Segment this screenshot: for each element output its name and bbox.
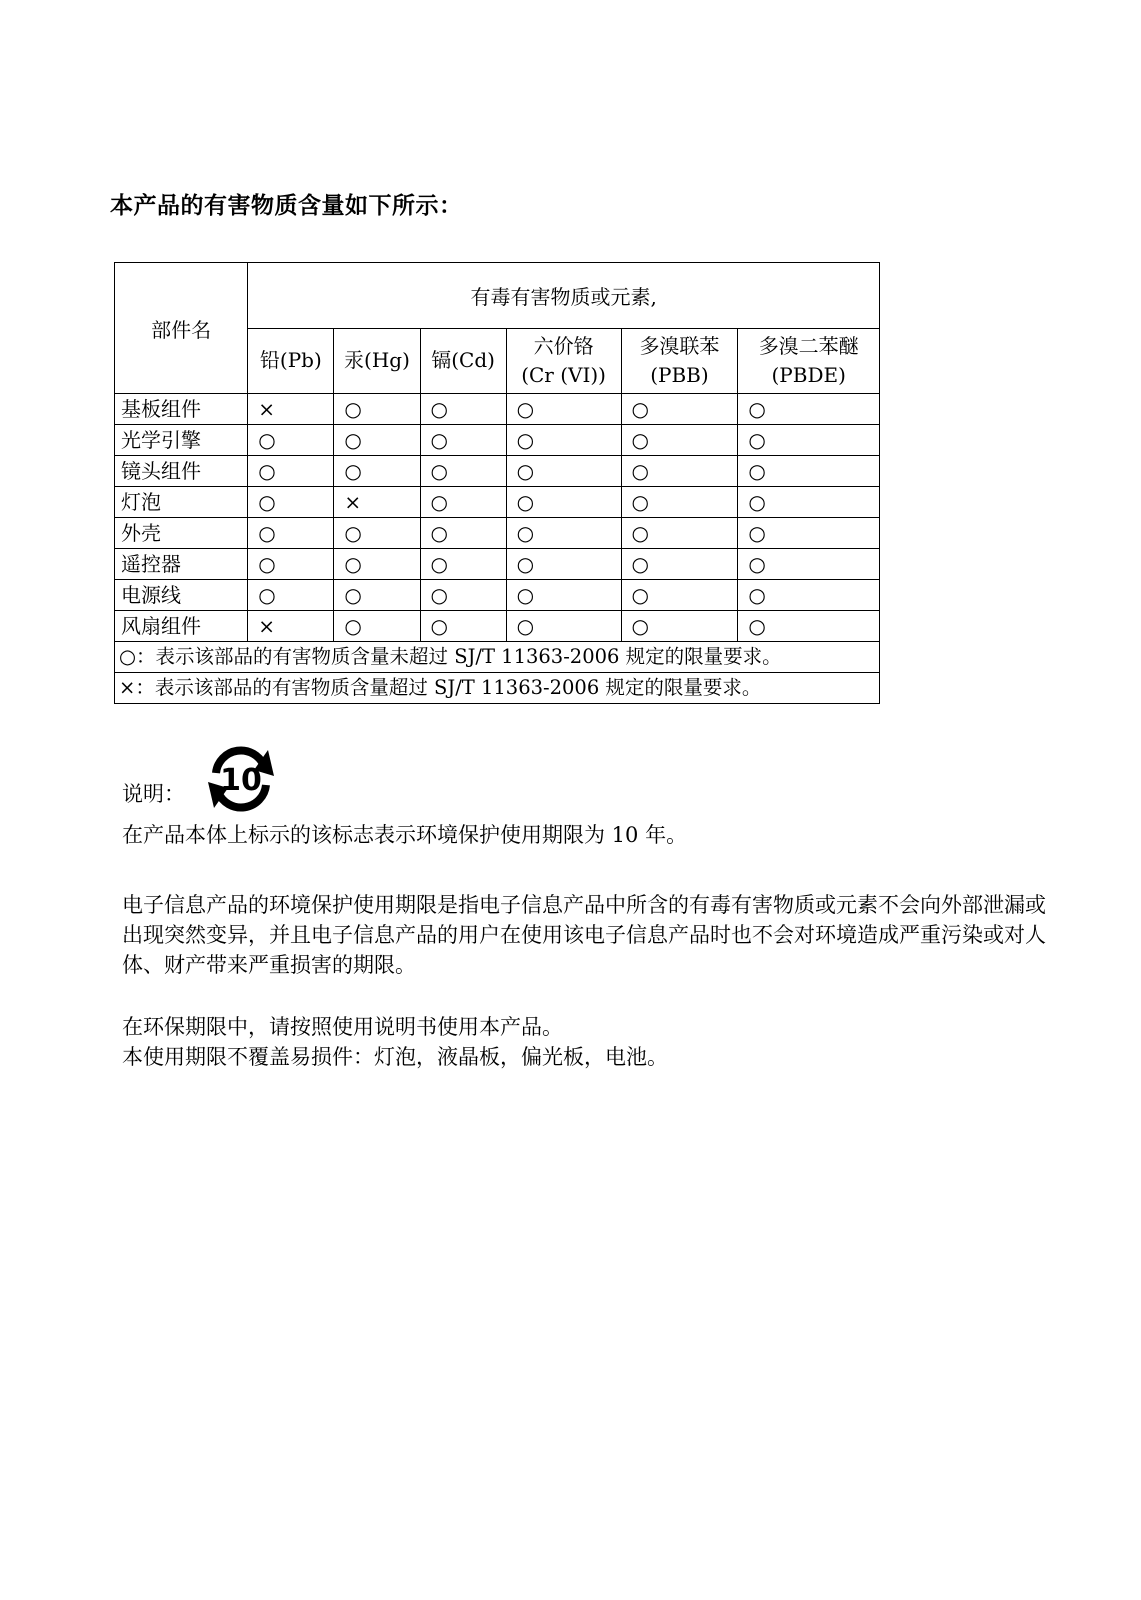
substance-mark-cell: ○ <box>738 456 880 487</box>
part-name-cell: 光学引擎 <box>115 425 248 456</box>
substance-mark-cell: × <box>334 487 420 518</box>
substance-mark-cell: ○ <box>420 549 506 580</box>
substance-mark-cell: ○ <box>248 456 334 487</box>
substance-mark-cell: ○ <box>248 425 334 456</box>
substance-mark-cell: ○ <box>738 611 880 642</box>
table-row <box>115 456 880 487</box>
substance-mark-cell: × <box>248 611 334 642</box>
substance-mark-cell: ○ <box>738 425 880 456</box>
substance-mark-cell: × <box>248 394 334 425</box>
substance-mark-cell: ○ <box>334 456 420 487</box>
substance-header-chromium: 六价铬 (Cr (VI)) <box>506 328 621 394</box>
substance-mark-cell: ○ <box>248 549 334 580</box>
substance-header-lead: 铅(Pb) <box>248 328 334 394</box>
substance-mark-cell: ○ <box>738 549 880 580</box>
substance-mark-cell: ○ <box>334 611 420 642</box>
table-row <box>115 487 880 518</box>
substance-header-pbde: 多溴二苯醚 (PBDE) <box>738 328 880 394</box>
part-name-cell: 外壳 <box>115 518 248 549</box>
part-name-cell: 灯泡 <box>115 487 248 518</box>
page-title: 本产品的有害物质含量如下所示： <box>110 193 463 219</box>
substance-mark-cell: ○ <box>621 580 738 611</box>
part-name-cell: 遥控器 <box>115 549 248 580</box>
substance-mark-cell: ○ <box>621 518 738 549</box>
note-exceeds: ×：表示该部品的有害物质含量超过 SJ/T 11363-2006 规定的限量要求。 <box>115 673 880 704</box>
table-row <box>115 580 880 611</box>
substance-mark-cell: ○ <box>334 425 420 456</box>
substance-mark-cell: ○ <box>420 518 506 549</box>
note-compliant: ○：表示该部品的有害物质含量未超过 SJ/T 11363-2006 规定的限量要求。 <box>115 642 880 673</box>
table-note-row <box>115 673 880 704</box>
part-name-cell: 风扇组件 <box>115 611 248 642</box>
logo-number: 10 <box>220 763 262 798</box>
substance-mark-cell: ○ <box>334 518 420 549</box>
table-note-row <box>115 642 880 673</box>
substance-mark-cell: ○ <box>248 580 334 611</box>
substance-header-pbb: 多溴联苯 (PBB) <box>621 328 738 394</box>
part-name-cell: 镜头组件 <box>115 456 248 487</box>
paragraph-consumables: 本使用期限不覆盖易损件：灯泡，液晶板，偏光板，电池。 <box>122 1045 668 1069</box>
substance-mark-cell: ○ <box>420 456 506 487</box>
table-body <box>115 394 880 642</box>
substance-mark-cell: ○ <box>621 394 738 425</box>
substance-group-header: 有毒有害物质或元素, <box>248 263 880 329</box>
substance-header-cadmium: 镉(Cd) <box>420 328 506 394</box>
substance-mark-cell: ○ <box>248 487 334 518</box>
substance-mark-cell: ○ <box>506 394 621 425</box>
eco-period-icon <box>202 742 280 816</box>
substance-mark-cell: ○ <box>621 456 738 487</box>
substance-mark-cell: ○ <box>334 394 420 425</box>
part-name-cell: 电源线 <box>115 580 248 611</box>
substance-mark-cell: ○ <box>506 611 621 642</box>
substance-mark-cell: ○ <box>420 580 506 611</box>
table-header-row <box>115 263 880 329</box>
paragraph-usage-instruction: 在环保期限中，请按照使用说明书使用本产品。 <box>122 1015 563 1039</box>
substance-header-mercury: 汞(Hg) <box>334 328 420 394</box>
table-row <box>115 549 880 580</box>
paragraph-period-definition: 电子信息产品的环境保护使用期限是指电子信息产品中所含的有毒有害物质或元素不会向外部泄漏或出现突然变异，并且电子信息产品的用户在使用该电子信息产品时也不会对环境造成严重污染或对人体、财产带来严重损害的期限。 <box>122 893 1046 977</box>
substance-mark-cell: ○ <box>248 518 334 549</box>
hazardous-substance-table <box>114 262 880 704</box>
substance-mark-cell: ○ <box>621 549 738 580</box>
substance-mark-cell: ○ <box>506 549 621 580</box>
table-row <box>115 518 880 549</box>
substance-mark-cell: ○ <box>420 611 506 642</box>
substance-mark-cell: ○ <box>334 549 420 580</box>
paragraph-logo-meaning: 在产品本体上标示的该标志表示环境保护使用期限为 10 年。 <box>122 823 688 847</box>
substance-mark-cell: ○ <box>420 487 506 518</box>
table-row <box>115 394 880 425</box>
explain-label: 说明： <box>122 782 185 806</box>
substance-mark-cell: ○ <box>738 518 880 549</box>
part-name-header: 部件名 <box>115 263 248 394</box>
substance-mark-cell: ○ <box>506 456 621 487</box>
substance-mark-cell: ○ <box>420 394 506 425</box>
substance-mark-cell: ○ <box>506 518 621 549</box>
substance-mark-cell: ○ <box>506 580 621 611</box>
substance-mark-cell: ○ <box>420 425 506 456</box>
substance-mark-cell: ○ <box>738 394 880 425</box>
substance-mark-cell: ○ <box>738 580 880 611</box>
substance-mark-cell: ○ <box>621 425 738 456</box>
table-row <box>115 611 880 642</box>
environment-protection-period-logo <box>202 742 280 816</box>
substance-mark-cell: ○ <box>738 487 880 518</box>
substance-mark-cell: ○ <box>506 425 621 456</box>
substance-mark-cell: ○ <box>506 487 621 518</box>
substance-mark-cell: ○ <box>621 611 738 642</box>
table-row <box>115 425 880 456</box>
substance-mark-cell: ○ <box>621 487 738 518</box>
part-name-cell: 基板组件 <box>115 394 248 425</box>
substance-mark-cell: ○ <box>334 580 420 611</box>
